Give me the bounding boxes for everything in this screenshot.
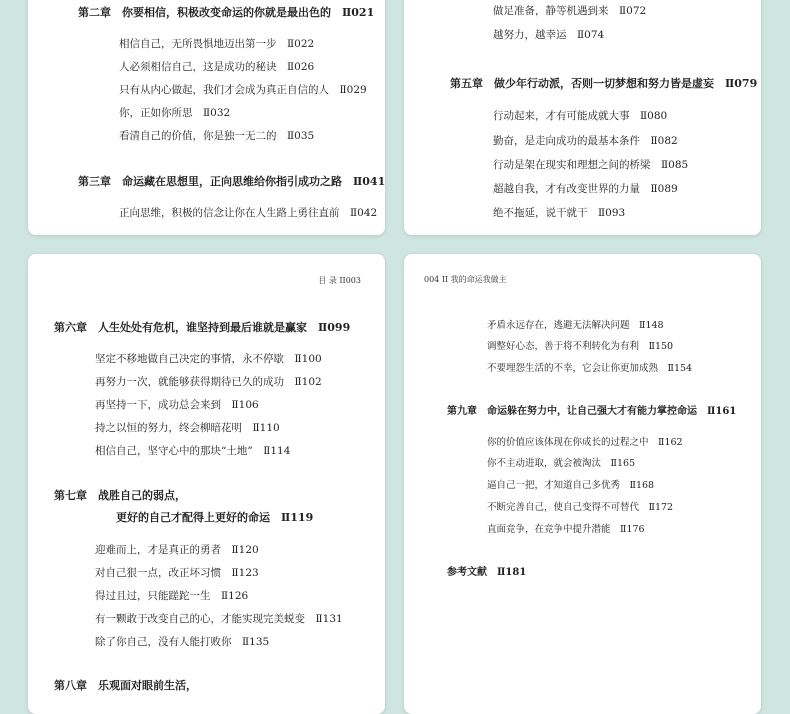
toc-page-top-left (28, 0, 385, 235)
toc-item: 只有从内心做起，我们才会成为真正自信的人 Ⅱ029 (119, 84, 367, 96)
toc-item: 对自己狠一点，改正坏习惯 Ⅱ123 (95, 567, 259, 579)
chapter-6-title: 第六章 人生处处有危机，谁坚持到最后谁就是赢家 Ⅱ099 (54, 321, 351, 334)
toc-item: 再坚持一下，成功总会来到 Ⅱ106 (95, 399, 259, 411)
toc-item: 正向思维，积极的信念让你在人生路上勇往直前 Ⅱ042 (119, 207, 378, 219)
toc-item: 看清自己的价值，你是独一无二的 Ⅱ035 (119, 130, 315, 142)
toc-item: 再努力一次，就能够获得期待已久的成功 Ⅱ102 (95, 376, 322, 388)
toc-page-bottom-right (404, 254, 761, 714)
toc-item: 持之以恒的努力，终会柳暗花明 Ⅱ110 (95, 422, 280, 434)
toc-page-top-right (404, 0, 761, 235)
toc-item: 超越自我，才有改变世界的力量 Ⅱ089 (493, 183, 678, 195)
toc-item: 行动起来，才有可能成就大事 Ⅱ080 (493, 110, 668, 122)
toc-item: 坚定不移地做自己决定的事情，永不停歇 Ⅱ100 (95, 353, 322, 365)
toc-item: 你不主动进取，就会被淘汰 Ⅱ165 (487, 458, 636, 469)
page-header: 004 ⅠⅠ 我的命运我做主 (424, 275, 507, 284)
toc-item: 调整好心态，善于将不利转化为有利 Ⅱ150 (487, 341, 674, 352)
toc-item: 直面竞争，在竞争中提升潜能 Ⅱ176 (487, 524, 645, 535)
toc-item: 相信自己，坚守心中的那块“土地” Ⅱ114 (95, 445, 291, 457)
toc-item: 做足准备，静等机遇到来 Ⅱ072 (493, 5, 647, 17)
chapter-7-title-line2: 更好的自己才配得上更好的命运 Ⅱ119 (116, 511, 314, 524)
toc-item: 不断完善自己，使自己变得不可替代 Ⅱ172 (487, 502, 674, 513)
toc-item: 行动是架在现实和理想之间的桥梁 Ⅱ085 (493, 159, 689, 171)
toc-page-bottom-left (28, 254, 385, 714)
page-header: 目 录 ⅠⅠ003 (318, 276, 361, 285)
toc-item: 绝不拖延，说干就干 Ⅱ093 (493, 207, 626, 219)
toc-item: 相信自己，无所畏惧地迈出第一步 Ⅱ022 (119, 38, 315, 50)
toc-item: 人必须相信自己，这是成功的秘诀 Ⅱ026 (119, 61, 315, 73)
toc-item: 不要埋怨生活的不幸，它会让你更加成熟 Ⅱ154 (487, 363, 693, 374)
toc-item: 除了你自己，没有人能打败你 Ⅱ135 (95, 636, 270, 648)
chapter-7-title-line1: 第七章 战胜自己的弱点， (54, 489, 186, 502)
toc-item: 越努力，越幸运 Ⅱ074 (493, 29, 605, 41)
chapter-3-title: 第三章 命运藏在思想里，正向思维给你指引成功之路 Ⅱ041 (78, 175, 385, 188)
toc-item: 得过且过，只能蹉跎一生 Ⅱ126 (95, 590, 249, 602)
chapter-8-title-line1: 第八章 乐观面对眼前生活， (54, 679, 197, 692)
chapter-2-title: 第二章 你要相信，积极改变命运的你就是最出色的 Ⅱ021 (78, 6, 375, 19)
toc-item: 你的价值应该体现在你成长的过程之中 Ⅱ162 (487, 437, 683, 448)
toc-item: 你，正如你所思 Ⅱ032 (119, 107, 231, 119)
toc-item: 矛盾永远存在，逃避无法解决问题 Ⅱ148 (487, 320, 664, 331)
chapter-9-title: 第九章 命运躲在努力中，让自己强大才有能力掌控命运 Ⅱ161 (447, 406, 737, 417)
chapter-5-title: 第五章 做少年行动派，否则一切梦想和努力皆是虚妄 Ⅱ079 (450, 77, 758, 90)
references-entry: 参考文献 Ⅱ181 (447, 567, 527, 578)
toc-item: 勤奋，是走向成功的最基本条件 Ⅱ082 (493, 135, 678, 147)
toc-item: 迎难而上，才是真正的勇者 Ⅱ120 (95, 544, 259, 556)
toc-item: 逼自己一把，才知道自己多优秀 Ⅱ168 (487, 480, 655, 491)
toc-item: 有一颗敢于改变自己的心，才能实现完美蜕变 Ⅱ131 (95, 613, 343, 625)
